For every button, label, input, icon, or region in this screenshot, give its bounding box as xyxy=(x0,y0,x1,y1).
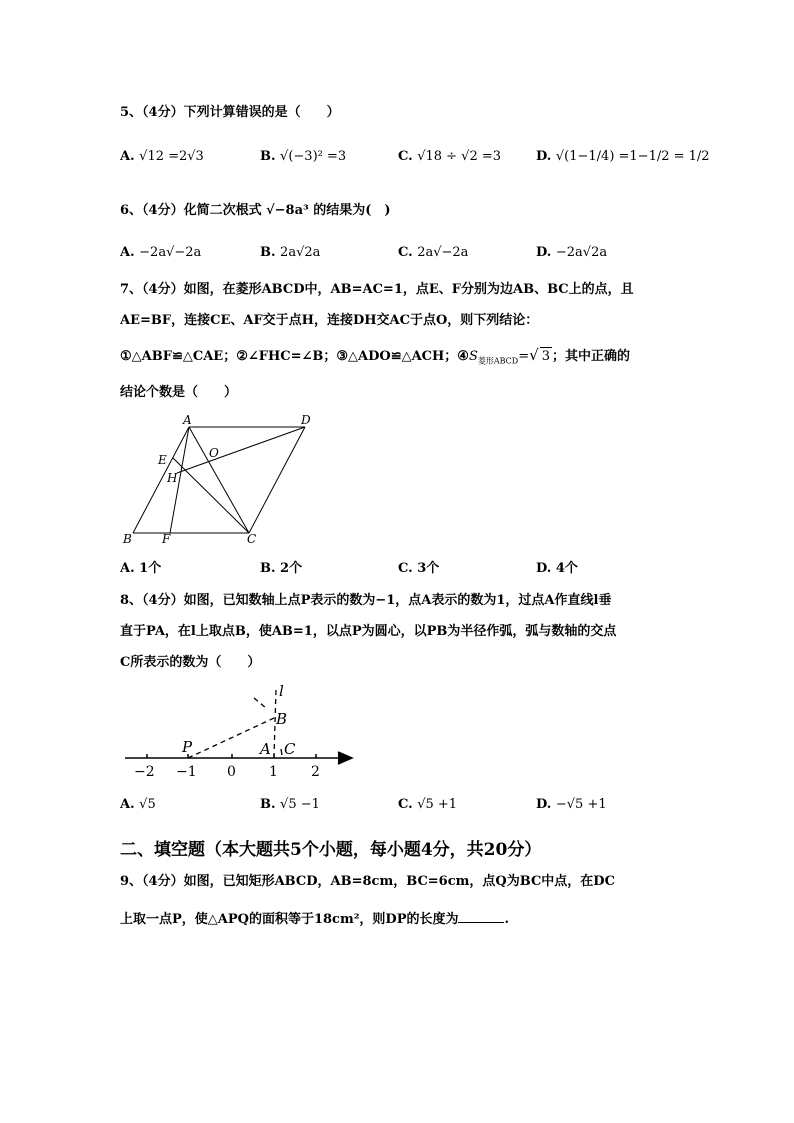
q7-conclusions-tail: ；其中正确的 xyxy=(551,349,630,364)
q7-option-c xyxy=(398,558,439,580)
q8-label-p: P xyxy=(182,738,193,756)
q8-axis-arrow xyxy=(338,752,352,764)
q9-line1: 9、（4分）如图，已知矩形ABCD，AB=8cm，BC=6cm，点Q为BC中点，在DC xyxy=(120,874,615,889)
q7-option-b xyxy=(260,558,302,580)
q8-option-c-label: C. xyxy=(398,797,413,812)
q7-line2: AE=BF，连接CE、AF交于点H，连接DH交AC于点O，则下列结论： xyxy=(120,313,539,328)
q6-option-c-expr: 2a√−2a xyxy=(417,245,469,260)
q8-option-c xyxy=(398,794,457,816)
q7-line1: 7、（4分）如图，在菱形ABCD中，AB=AC=1，点E、F分别为边AB、BC上的点，且 xyxy=(120,282,634,297)
q7-line4: 结论个数是（ ） xyxy=(120,385,238,400)
q8-option-a-label: A. xyxy=(120,797,135,812)
q7-option-d xyxy=(536,558,578,580)
q7-area-subscript: 菱形ABCD xyxy=(477,356,519,366)
q7-label-b: B xyxy=(123,532,132,546)
q8-tick-label-m2: −2 xyxy=(134,764,155,780)
q5-option-d xyxy=(536,146,710,168)
q5-option-d-expr: √(1−1/4) =1−1/2 = 1/2 xyxy=(555,149,710,164)
q7-label-h: H xyxy=(167,471,178,485)
q8-option-d xyxy=(536,794,607,816)
q8-option-b xyxy=(260,794,320,816)
q7-label-f: F xyxy=(162,532,171,546)
q8-arc-tick-top xyxy=(254,698,266,708)
q5-option-b-label: B. xyxy=(260,149,276,164)
q7-side-cd xyxy=(249,427,305,533)
q9-line2-text: 上取一点P，使△APQ的面积等于18cm²，则DP的长度为 xyxy=(120,912,459,927)
q6-option-d-label: D. xyxy=(536,245,552,260)
q5-option-a xyxy=(120,146,204,168)
q8-label-c: C xyxy=(284,740,296,758)
q6-option-a-label: A. xyxy=(120,245,135,260)
q7-option-d-text: 4个 xyxy=(555,561,578,576)
q8-line2: 直于PA，在l上取点B，使AB=1，以点P为圆心，以PB为半径作弧，弧与数轴的交点 xyxy=(120,624,617,639)
q7-option-a-text: 1个 xyxy=(139,561,162,576)
q7-area-symbol: S xyxy=(468,349,478,364)
q8-label-b: B xyxy=(276,710,288,728)
q7-label-c: C xyxy=(247,532,257,546)
q8-option-d-expr: −√5 +1 xyxy=(555,797,607,812)
q9-line2-end: . xyxy=(504,912,509,927)
q5-option-c xyxy=(398,146,501,168)
q7-option-a-label: A. xyxy=(120,561,135,576)
q5-option-b-expr: √(−3)² =3 xyxy=(280,149,347,164)
q6-option-b-expr: 2a√2a xyxy=(280,245,321,260)
q7-segment-ce xyxy=(173,458,249,533)
q5-option-a-label: A. xyxy=(120,149,135,164)
section2-title: 二、填空题（本大题共5个小题，每小题4分，共20分） xyxy=(120,840,542,860)
q9-line2 xyxy=(120,910,509,929)
q7-option-c-text: 3个 xyxy=(417,561,440,576)
q8-line1: 8、（4分）如图，已知数轴上点P表示的数为−1，点A表示的数为1，过点A作直线l垂 xyxy=(120,593,612,608)
q7-rhombus-figure xyxy=(115,410,325,550)
q8-option-d-label: D. xyxy=(536,797,552,812)
q5-option-c-label: C. xyxy=(398,149,413,164)
q7-line3 xyxy=(120,346,630,371)
q8-tick-label-2: 2 xyxy=(311,764,320,780)
q6-option-a xyxy=(120,242,201,264)
q8-option-a xyxy=(120,794,156,816)
q8-line3: C所表示的数为（ ） xyxy=(120,655,261,670)
q6-option-a-expr: −2a√−2a xyxy=(139,245,202,260)
q6-option-c-label: C. xyxy=(398,245,413,260)
q6-stem: 6、（4分）化简二次根式 √−8a³ 的结果为( ) xyxy=(120,203,391,218)
q6-option-d-expr: −2a√2a xyxy=(555,245,608,260)
q7-side-ab xyxy=(133,427,189,533)
q8-label-l: l xyxy=(279,682,284,700)
q7-area-equals: = xyxy=(518,349,530,364)
q8-tick-label-m1: −1 xyxy=(176,764,197,780)
q8-option-a-expr: √5 xyxy=(139,797,156,812)
q6-option-b xyxy=(260,242,320,264)
q7-option-b-text: 2个 xyxy=(280,561,303,576)
q5-option-a-expr: √12 =2√3 xyxy=(139,149,204,164)
q9-answer-blank[interactable] xyxy=(458,910,504,923)
q7-label-a: A xyxy=(183,413,192,427)
q7-segment-dh xyxy=(177,427,305,473)
q8-option-b-expr: √5 −1 xyxy=(280,797,320,812)
q7-option-d-label: D. xyxy=(536,561,552,576)
q7-conclusions: ①△ABF≌△CAE；②∠FHC=∠B；③△ADO≌△ACH；④ xyxy=(120,349,469,364)
q6-option-d xyxy=(536,242,607,264)
q8-label-a: A xyxy=(260,740,271,758)
q7-root-value: 3 xyxy=(541,349,550,364)
q5-option-c-expr: √18 ÷ √2 =3 xyxy=(417,149,502,164)
q8-option-c-expr: √5 +1 xyxy=(417,797,458,812)
q8-tick-label-1: 1 xyxy=(269,764,278,780)
q7-option-b-label: B. xyxy=(260,561,276,576)
q8-arc-near-c xyxy=(281,749,282,755)
q5-stem: 5、（4分）下列计算错误的是（ ） xyxy=(120,105,340,120)
q6-option-c xyxy=(398,242,468,264)
q7-segment-ac xyxy=(189,427,249,533)
q8-number-line-figure xyxy=(120,682,360,782)
q7-label-e: E xyxy=(158,453,167,467)
q7-label-o: O xyxy=(209,446,219,460)
q7-root-symbol: √ xyxy=(529,346,539,364)
q8-option-b-label: B. xyxy=(260,797,276,812)
q7-option-a xyxy=(120,558,161,580)
q8-tick-label-0: 0 xyxy=(227,764,236,780)
q7-option-c-label: C. xyxy=(398,561,413,576)
q5-option-d-label: D. xyxy=(536,149,552,164)
q7-label-d: D xyxy=(301,413,311,427)
q5-option-b xyxy=(260,146,346,168)
q6-option-b-label: B. xyxy=(260,245,276,260)
